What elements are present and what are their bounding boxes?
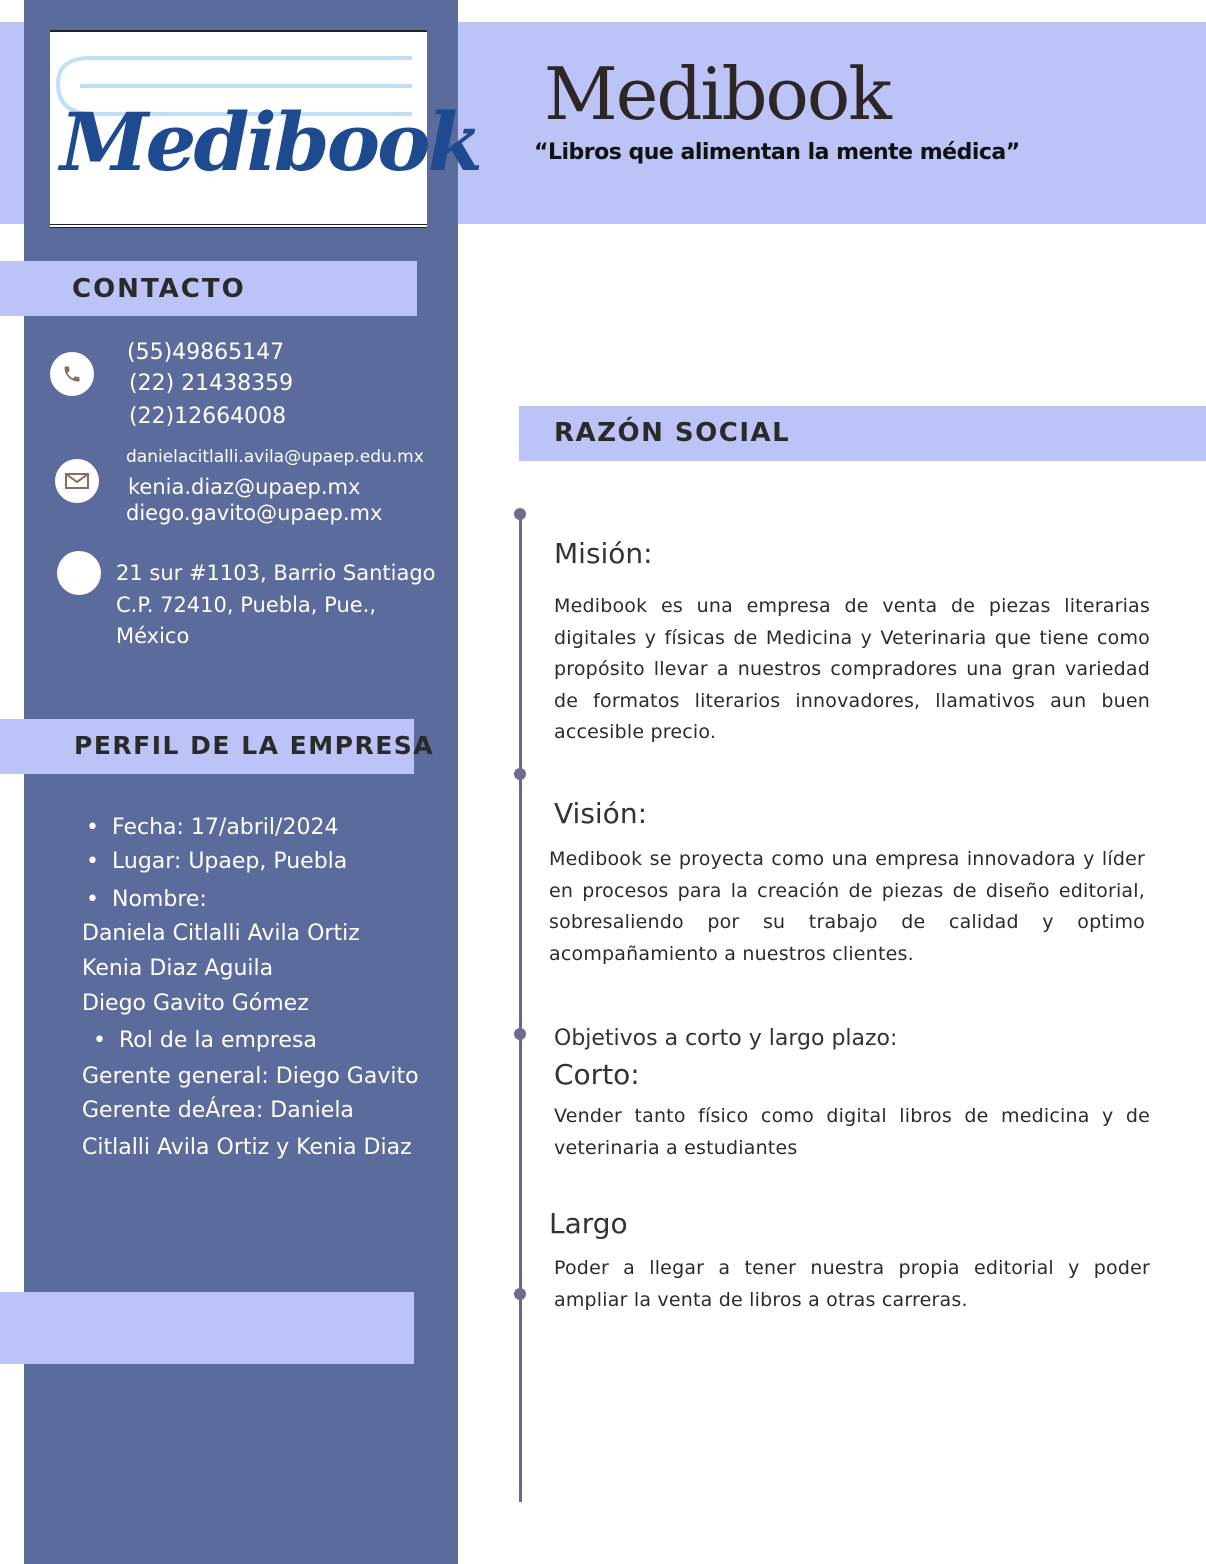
perfil-nombre-label: • Nombre: xyxy=(112,887,207,912)
email-3: diego.gavito@upaep.mx xyxy=(126,501,383,525)
timeline-line xyxy=(519,514,522,1502)
phone-icon-circle xyxy=(50,352,94,396)
perfil-rol-3: Citlalli Avila Ortiz y Kenia Diaz xyxy=(82,1135,412,1160)
perfil-rol-label: • Rol de la empresa xyxy=(119,1028,317,1053)
corto-title: Corto: xyxy=(554,1058,640,1091)
phone-3: (22)12664008 xyxy=(129,404,287,429)
mision-title: Misión: xyxy=(554,537,653,570)
largo-text: Poder a llegar a tener nuestra propia editorial y poder ampliar la venta de libros a otras carreras. xyxy=(554,1257,1150,1311)
mail-icon xyxy=(65,473,89,489)
objetivos-title: Objetivos a corto y largo plazo: xyxy=(554,1026,898,1051)
phone-icon xyxy=(62,364,82,384)
location-icon xyxy=(57,551,101,595)
timeline-dot xyxy=(514,768,526,780)
logo-text: Medibook xyxy=(60,95,480,189)
email-2: kenia.diaz@upaep.mx xyxy=(128,475,361,499)
phone-1: (55)49865147 xyxy=(127,340,285,365)
perfil-rol-1: Gerente general: Diego Gavito xyxy=(82,1064,419,1089)
email-1: danielacitlalli.avila@upaep.edu.mx xyxy=(126,447,424,467)
mail-icon-circle xyxy=(55,459,99,503)
corto-text: Vender tanto físico como digital libros de medicina y de veterinaria a estudiantes xyxy=(554,1105,1150,1159)
timeline-dot xyxy=(514,1028,526,1040)
address-line-3: México xyxy=(116,624,190,648)
timeline-dot xyxy=(514,508,526,520)
perfil-nombre-3: Diego Gavito Gómez xyxy=(82,991,309,1016)
page-title: Medibook xyxy=(544,52,890,136)
largo-title: Largo xyxy=(549,1207,628,1240)
bottom-band xyxy=(0,1292,414,1364)
contacto-heading: CONTACTO xyxy=(72,274,246,304)
vision-title: Visión: xyxy=(554,797,647,830)
perfil-heading: PERFIL DE LA EMPRESA xyxy=(74,731,435,760)
slogan: “Libros que alimentan la mente médica” xyxy=(534,140,1020,165)
perfil-fecha: • Fecha: 17/abril/2024 xyxy=(112,815,338,840)
phone-2: (22) 21438359 xyxy=(129,371,294,396)
mision-text: Medibook es una empresa de venta de piezas literarias digitales y físicas de Medicina y Veterinaria que tiene como propósito llevar a nuestros compradores una gran variedad de formatos literarios innovadores, llamativos aun buen accesible precio. xyxy=(554,595,1150,743)
razon-social-heading: RAZÓN SOCIAL xyxy=(554,418,791,448)
vision-text: Medibook se proyecta como una empresa innovadora y líder en procesos para la creación de piezas de diseño editorial, sobresaliendo por su trabajo de calidad y optimo acompañamiento a nuestros clientes. xyxy=(549,848,1145,965)
address-line-1: 21 sur #1103, Barrio Santiago xyxy=(116,561,436,585)
address xyxy=(116,558,436,653)
perfil-rol-2: Gerente deÁrea: Daniela xyxy=(82,1098,354,1123)
address-line-2: C.P. 72410, Puebla, Pue., xyxy=(116,592,377,617)
perfil-nombre-1: Daniela Citlalli Avila Ortiz xyxy=(82,921,360,946)
perfil-nombre-2: Kenia Diaz Aguila xyxy=(82,956,274,981)
timeline-dot xyxy=(514,1288,526,1300)
logo xyxy=(50,30,480,228)
perfil-lugar: • Lugar: Upaep, Puebla xyxy=(112,849,347,874)
